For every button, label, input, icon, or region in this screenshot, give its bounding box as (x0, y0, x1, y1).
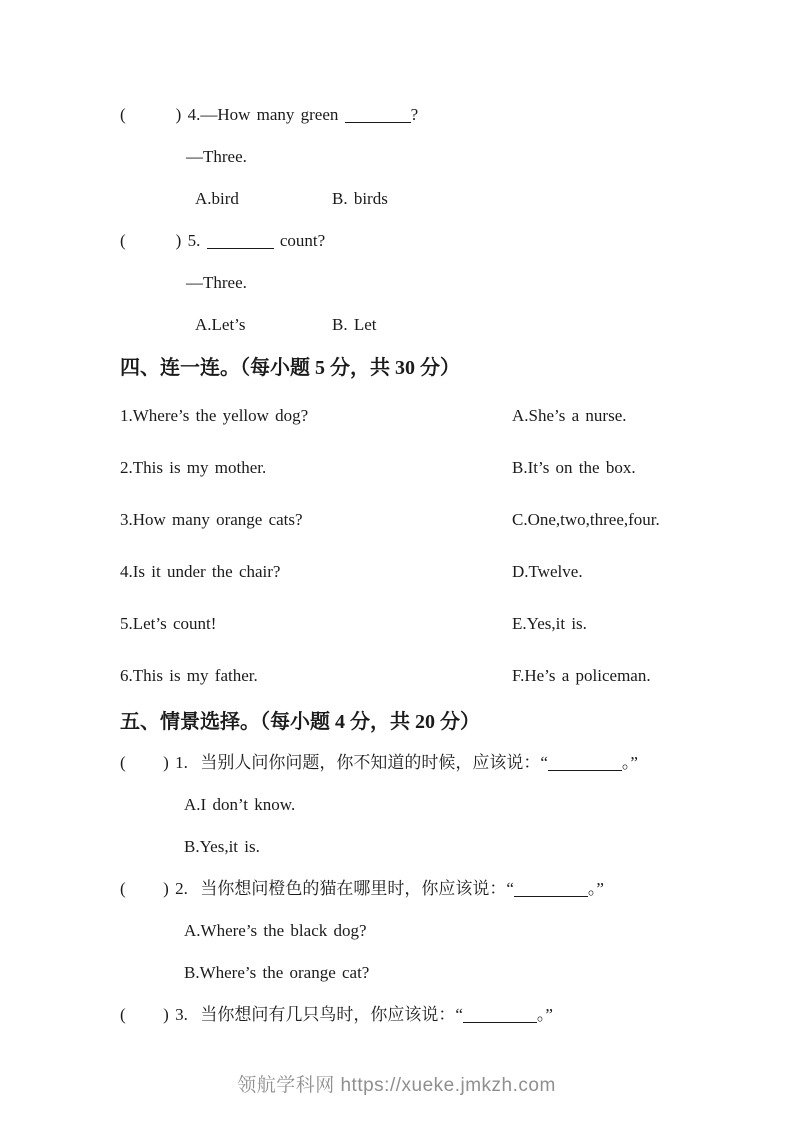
choice-q5-option-a: A.Let’s (195, 315, 246, 334)
situation-q2-suffix: 。” (587, 879, 604, 898)
choice-q4-option-b: B. birds (332, 189, 388, 208)
answer-blank (345, 119, 411, 123)
match-left: 1.Where’s the yellow dog? (120, 406, 309, 425)
choice-q4-line (120, 94, 733, 136)
match-row (120, 442, 733, 494)
match-right: E.Yes,it is. (512, 614, 587, 633)
section-match (120, 390, 733, 702)
match-left: 4.Is it under the chair? (120, 562, 281, 581)
situation-q3-prefix: ( ) 3. 当你想问有几只鸟时，你应该说：“ (120, 1005, 463, 1024)
situation-q1-prefix: ( ) 1. 当别人问你问题，你不知道的时候，应该说：“ (120, 753, 548, 772)
match-right: F.He’s a policeman. (512, 666, 651, 685)
match-right: B.It’s on the box. (512, 458, 636, 477)
answer-blank (463, 1019, 537, 1023)
match-right: C.One,two,three,four. (512, 510, 660, 529)
choice-q4-options (120, 178, 733, 220)
situation-q1-suffix: 。” (621, 753, 638, 772)
section-situation (120, 742, 733, 1036)
choice-q4-reply: —Three. (186, 147, 247, 166)
answer-blank (548, 767, 622, 771)
match-row (120, 546, 733, 598)
section-match-heading: 四、连一连。（每小题 5 分，共 30 分） (120, 357, 460, 379)
choice-q5-reply: —Three. (186, 273, 247, 292)
situation-q1-option-a: A.I don’t know. (184, 795, 296, 814)
answer-blank (207, 245, 274, 249)
match-left: 6.This is my father. (120, 666, 258, 685)
match-left: 2.This is my mother. (120, 458, 267, 477)
choice-q4-option-a: A.bird (195, 189, 239, 208)
choice-q5-prefix: ( ) 5. (120, 231, 207, 250)
situation-q3-suffix: 。” (536, 1005, 553, 1024)
match-row (120, 650, 733, 702)
match-right: A.She’s a nurse. (512, 406, 627, 425)
choice-q5-option-b: B. Let (332, 315, 377, 334)
situation-q2-prefix: ( ) 2. 当你想问橙色的猫在哪里时，你应该说：“ (120, 879, 514, 898)
situation-q2-line (120, 868, 733, 910)
situation-q2-option-a: A.Where’s the black dog? (184, 921, 367, 940)
situation-q1-line (120, 742, 733, 784)
match-row (120, 598, 733, 650)
match-left: 5.Let’s count! (120, 614, 217, 633)
match-row (120, 390, 733, 442)
choice-q5-suffix: count? (273, 231, 326, 250)
choice-q5-options (120, 304, 733, 346)
section-situation-heading: 五、情景选择。（每小题 4 分，共 20 分） (120, 711, 480, 733)
match-row (120, 494, 733, 546)
section-choice (120, 94, 733, 346)
answer-blank (514, 893, 588, 897)
match-right: D.Twelve. (512, 562, 583, 581)
situation-q1-option-b: B.Yes,it is. (184, 837, 260, 856)
site-watermark: 领航学科网 https://xueke.jmkzh.com (237, 1075, 556, 1096)
choice-q5-line (120, 220, 733, 262)
situation-q2-option-b: B.Where’s the orange cat? (184, 963, 370, 982)
match-left: 3.How many orange cats? (120, 510, 303, 529)
choice-q4-prefix: ( ) 4.—How many green (120, 105, 345, 124)
choice-q4-suffix: ? (410, 105, 419, 124)
situation-q3-line (120, 994, 733, 1036)
